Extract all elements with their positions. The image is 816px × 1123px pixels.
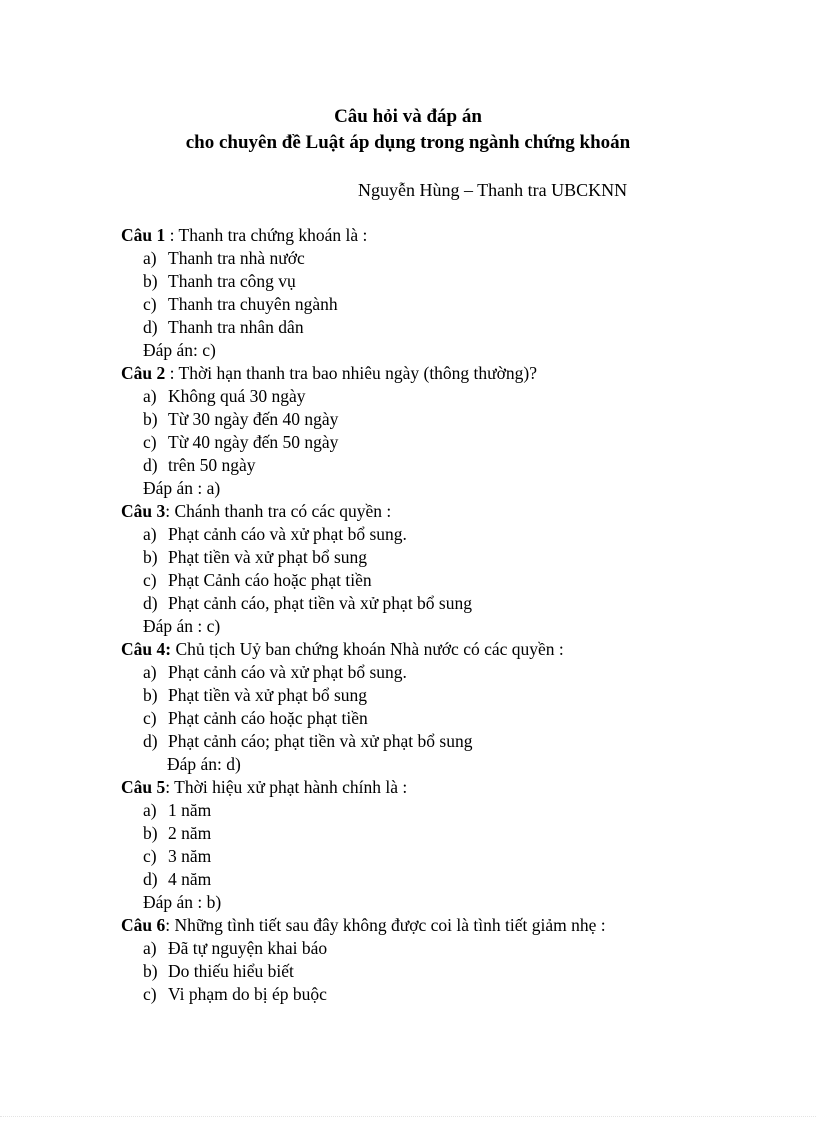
question-text: : Chánh thanh tra có các quyền : <box>165 501 392 521</box>
option-item <box>121 960 781 983</box>
option-key: b) <box>143 961 158 981</box>
option-key: d) <box>143 317 158 337</box>
option-item <box>121 247 781 270</box>
option-item <box>121 707 781 730</box>
question-text: Chủ tịch Uỷ ban chứng khoán Nhà nước có các quyền : <box>171 639 564 659</box>
option-item <box>121 546 781 569</box>
option-key: c) <box>143 984 157 1004</box>
option-text: Phạt cảnh cáo và xử phạt bổ sung. <box>168 524 407 544</box>
question-label: Câu 3 <box>121 501 166 521</box>
option-key: b) <box>143 685 158 705</box>
option-item <box>121 569 781 592</box>
option-text: Phạt cảnh cáo; phạt tiền và xử phạt bổ sung <box>168 731 473 751</box>
question-4 <box>121 638 781 661</box>
option-item <box>121 270 781 293</box>
option-item <box>121 661 781 684</box>
question-text: : Những tình tiết sau đây không được coi là tình tiết giảm nhẹ : <box>165 915 606 935</box>
question-text: : Thanh tra chứng khoán là : <box>165 225 368 245</box>
option-text: Thanh tra công vụ <box>168 271 296 291</box>
option-text: Phạt Cảnh cáo hoặc phạt tiền <box>168 570 372 590</box>
option-key: c) <box>143 708 157 728</box>
option-text: Phạt tiền và xử phạt bổ sung <box>168 547 368 567</box>
question-label: Câu 4: <box>121 639 172 659</box>
question-5 <box>121 776 781 799</box>
option-key: c) <box>143 294 157 314</box>
option-key: a) <box>143 524 157 544</box>
option-key: d) <box>143 731 158 751</box>
option-key: d) <box>143 869 158 889</box>
option-text: Vi phạm do bị ép buộc <box>168 984 327 1004</box>
option-key: a) <box>143 662 157 682</box>
option-item <box>121 983 781 1006</box>
option-text: 2 năm <box>168 823 212 843</box>
option-item <box>121 937 781 960</box>
option-item <box>121 799 781 822</box>
option-key: b) <box>143 823 158 843</box>
option-text: Do thiếu hiểu biết <box>168 961 294 981</box>
option-text: 3 năm <box>168 846 212 866</box>
option-item <box>121 293 781 316</box>
question-3 <box>121 500 781 523</box>
option-item <box>121 822 781 845</box>
document-title: Câu hỏi và đáp án <box>334 106 482 127</box>
answer-line: Đáp án: d) <box>167 754 241 774</box>
answer-line: Đáp án: c) <box>143 340 216 360</box>
question-label: Câu 1 <box>121 225 166 245</box>
option-text: 4 năm <box>168 869 212 889</box>
option-key: c) <box>143 432 157 452</box>
page-bottom-edge <box>0 1116 816 1118</box>
option-key: b) <box>143 547 158 567</box>
option-key: a) <box>143 938 157 958</box>
question-list <box>121 224 781 1006</box>
option-text: Phạt cảnh cáo hoặc phạt tiền <box>168 708 368 728</box>
option-key: a) <box>143 248 157 268</box>
document-author: Nguyễn Hùng – Thanh tra UBCKNN <box>358 180 628 200</box>
option-item <box>121 454 781 477</box>
option-item <box>121 684 781 707</box>
option-key: a) <box>143 800 157 820</box>
option-text: Phạt cảnh cáo, phạt tiền và xử phạt bổ sung <box>168 593 472 613</box>
question-label: Câu 5 <box>121 777 166 797</box>
option-item <box>121 845 781 868</box>
option-text: Phạt tiền và xử phạt bổ sung <box>168 685 368 705</box>
option-key: c) <box>143 570 157 590</box>
option-text: Thanh tra chuyên ngành <box>168 294 338 314</box>
option-item <box>121 730 781 753</box>
option-key: a) <box>143 386 157 406</box>
option-text: Thanh tra nhà nước <box>168 248 305 268</box>
option-text: Phạt cảnh cáo và xử phạt bổ sung. <box>168 662 407 682</box>
option-item <box>121 385 781 408</box>
question-label: Câu 6 <box>121 915 166 935</box>
question-2 <box>121 362 781 385</box>
option-text: Thanh tra nhân dân <box>168 317 304 337</box>
answer-line: Đáp án : c) <box>143 616 221 636</box>
answer-line: Đáp án : a) <box>143 478 221 498</box>
option-item <box>121 431 781 454</box>
option-item <box>121 523 781 546</box>
option-key: d) <box>143 593 158 613</box>
option-text: Đã tự nguyện khai báo <box>168 938 328 958</box>
option-key: b) <box>143 409 158 429</box>
question-text: : Thời hiệu xử phạt hành chính là : <box>165 777 408 797</box>
option-item <box>121 868 781 891</box>
document-subtitle: cho chuyên đề Luật áp dụng trong ngành chứng khoán <box>185 132 631 153</box>
option-key: b) <box>143 271 158 291</box>
option-key: d) <box>143 455 158 475</box>
question-1 <box>121 224 781 247</box>
option-text: Từ 40 ngày đến 50 ngày <box>168 432 339 452</box>
option-text: 1 năm <box>168 800 212 820</box>
option-text: Không quá 30 ngày <box>168 386 306 406</box>
option-text: trên 50 ngày <box>168 455 256 475</box>
option-item <box>121 592 781 615</box>
question-text: : Thời hạn thanh tra bao nhiêu ngày (thông thường)? <box>165 363 538 383</box>
option-key: c) <box>143 846 157 866</box>
option-item <box>121 408 781 431</box>
answer-line: Đáp án : b) <box>143 892 222 912</box>
option-item <box>121 316 781 339</box>
question-label: Câu 2 <box>121 363 166 383</box>
option-text: Từ 30 ngày đến 40 ngày <box>168 409 339 429</box>
question-6 <box>121 914 781 937</box>
